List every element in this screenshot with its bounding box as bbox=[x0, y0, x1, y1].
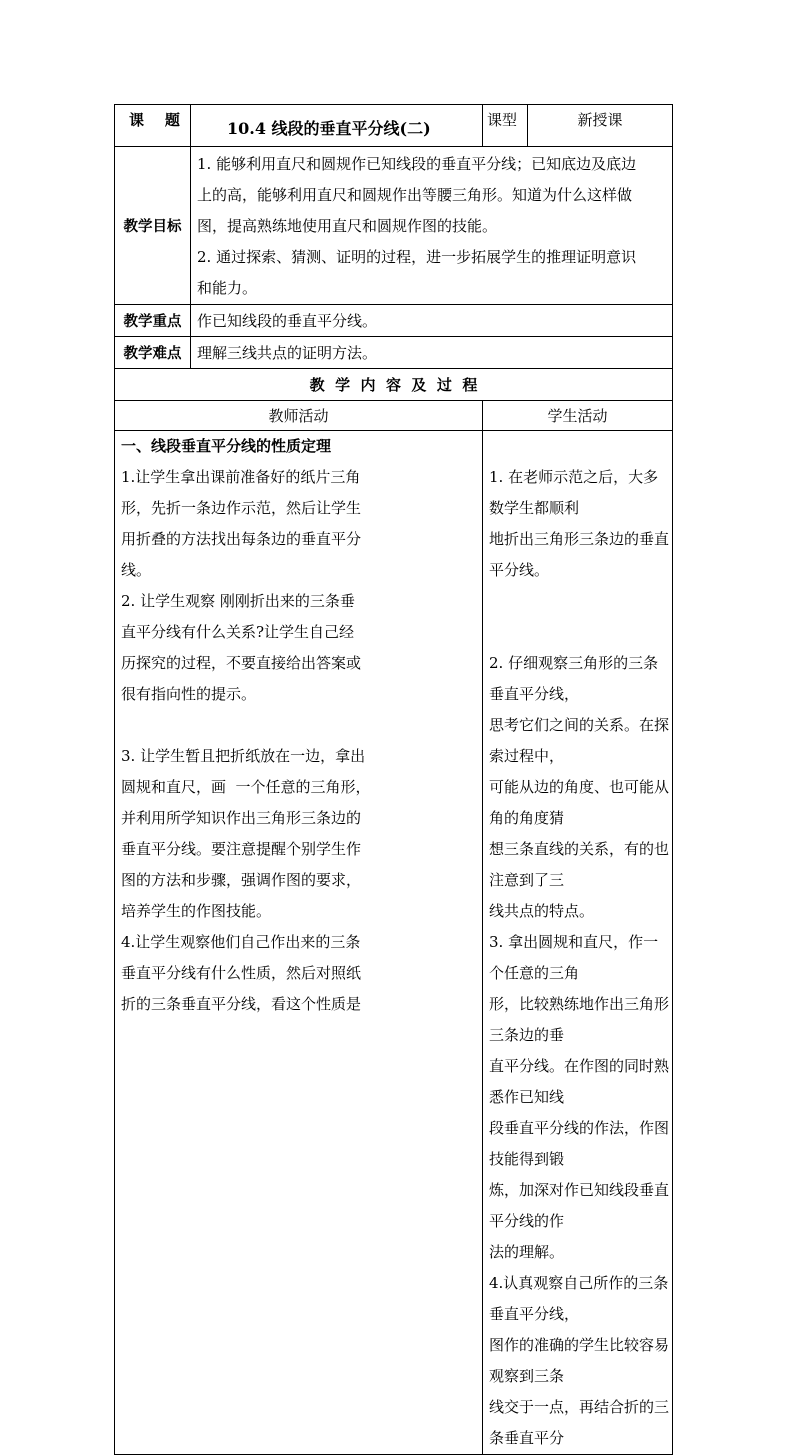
student-line: 3. 拿出圆规和直尺，作一个任意的三角 bbox=[489, 933, 659, 982]
student-line: 想三条直线的关系，有的也注意到了三 bbox=[489, 840, 670, 889]
focus-text: 作已知线段的垂直平分线。 bbox=[191, 305, 673, 337]
student-line: 形，比较熟练地作出三角形三条边的垂 bbox=[489, 995, 670, 1044]
objectives-line: 1. 能够利用直尺和圆规作已知线段的垂直平分线；已知底边及底边 bbox=[197, 155, 637, 173]
teacher-line: 3. 让学生暂且把折纸放在一边，拿出 bbox=[121, 747, 366, 765]
teacher-line: 线。 bbox=[121, 561, 152, 579]
lesson-plan-page bbox=[114, 104, 672, 1455]
teacher-line: 用折叠的方法找出每条边的垂直平分 bbox=[121, 530, 362, 548]
difficulty-text: 理解三线共点的证明方法。 bbox=[191, 337, 673, 369]
column-header-row bbox=[115, 401, 673, 431]
teacher-activities bbox=[115, 431, 483, 1455]
student-line: 线交于一点，再结合折的三条垂直平分 bbox=[489, 1398, 670, 1447]
student-line: 段垂直平分线的作法，作图技能得到锻 bbox=[489, 1119, 670, 1168]
student-paragraph-2 bbox=[489, 648, 670, 927]
objectives-line: 2. 通过探索、猜测、证明的过程，进一步拓展学生的推理证明意识 bbox=[197, 248, 637, 266]
section-title: 一、线段垂直平分线的性质定理 bbox=[121, 437, 332, 455]
objectives-row bbox=[115, 147, 673, 305]
objectives-text bbox=[191, 147, 673, 305]
student-line: 4.认真观察自己所作的三条垂直平分线， bbox=[489, 1274, 669, 1323]
process-header-row bbox=[115, 369, 673, 401]
content-row bbox=[115, 431, 673, 1455]
student-line: 1. 在老师示范之后，大多数学生都顺利 bbox=[489, 468, 659, 517]
student-line: 炼，加深对作已知线段垂直平分线的作 bbox=[489, 1181, 670, 1230]
student-activities bbox=[483, 431, 673, 1455]
objectives-label: 教学目标 bbox=[115, 147, 191, 305]
student-line: 图作的准确的学生比较容易观察到三条 bbox=[489, 1336, 670, 1385]
teacher-paragraph-4 bbox=[121, 927, 479, 1020]
teacher-line: 圆规和直尺，画 一个任意的三角形， bbox=[121, 778, 371, 796]
lesson-title: 10.4 线段的垂直平分线(二) bbox=[191, 105, 483, 147]
objectives-line: 上的高，能够利用直尺和圆规作出等腰三角形。知道为什么这样做 bbox=[197, 186, 633, 204]
teacher-line: 1.让学生拿出课前准备好的纸片三角 bbox=[121, 468, 361, 486]
student-line: 直平分线。在作图的同时熟悉作已知线 bbox=[489, 1057, 670, 1106]
student-paragraph-3 bbox=[489, 927, 670, 1268]
teacher-line: 2. 让学生观察 刚刚折出来的三条垂 bbox=[121, 592, 355, 610]
student-line: 可能从边的角度、也可能从角的角度猜 bbox=[489, 778, 670, 827]
difficulty-label: 教学难点 bbox=[115, 337, 191, 369]
teacher-line: 折的三条垂直平分线，看这个性质是 bbox=[121, 995, 362, 1013]
teacher-line: 形，先折一条边作示范，然后让学生 bbox=[121, 499, 362, 517]
teacher-line: 并利用所学知识作出三角形三条边的 bbox=[121, 809, 362, 827]
teacher-line: 历探究的过程，不要直接给出答案或 bbox=[121, 654, 362, 672]
process-header: 教 学 内 容 及 过 程 bbox=[115, 369, 673, 401]
student-line: 线共点的特点。 bbox=[489, 902, 595, 920]
objectives-line: 和能力。 bbox=[197, 279, 258, 297]
student-column-header: 学生活动 bbox=[483, 401, 673, 431]
teacher-column-header: 教师活动 bbox=[115, 401, 483, 431]
student-paragraph-4 bbox=[489, 1268, 670, 1454]
teacher-line: 垂直平分线。要注意提醒个别学生作 bbox=[121, 840, 362, 858]
student-paragraph-1 bbox=[489, 462, 670, 586]
teacher-paragraph-2 bbox=[121, 586, 479, 710]
teacher-line: 4.让学生观察他们自己作出来的三条 bbox=[121, 933, 361, 951]
teacher-line: 图的方法和步骤，强调作图的要求， bbox=[121, 871, 362, 889]
topic-label: 课 题 bbox=[115, 105, 191, 147]
objectives-line: 图，提高熟练地使用直尺和圆规作图的技能。 bbox=[197, 217, 498, 235]
student-line: 思考它们之间的关系。在探索过程中， bbox=[489, 716, 670, 765]
student-line: 地折出三角形三条边的垂直平分线。 bbox=[489, 530, 670, 579]
teacher-line: 很有指向性的提示。 bbox=[121, 685, 257, 703]
type-value: 新授课 bbox=[528, 105, 673, 147]
teacher-line: 直平分线有什么关系?让学生自己经 bbox=[121, 623, 355, 641]
student-line: 2. 仔细观察三角形的三条垂直平分线， bbox=[489, 654, 659, 703]
type-label: 课型 bbox=[483, 105, 528, 147]
teacher-line: 培养学生的作图技能。 bbox=[121, 902, 272, 920]
student-line: 法的理解。 bbox=[489, 1243, 565, 1261]
focus-label: 教学重点 bbox=[115, 305, 191, 337]
teacher-paragraph-3 bbox=[121, 741, 479, 927]
focus-row bbox=[115, 305, 673, 337]
teacher-paragraph-1 bbox=[121, 462, 479, 586]
lesson-plan-table bbox=[114, 104, 673, 1455]
header-row bbox=[115, 105, 673, 147]
difficulty-row bbox=[115, 337, 673, 369]
teacher-line: 垂直平分线有什么性质，然后对照纸 bbox=[121, 964, 362, 982]
